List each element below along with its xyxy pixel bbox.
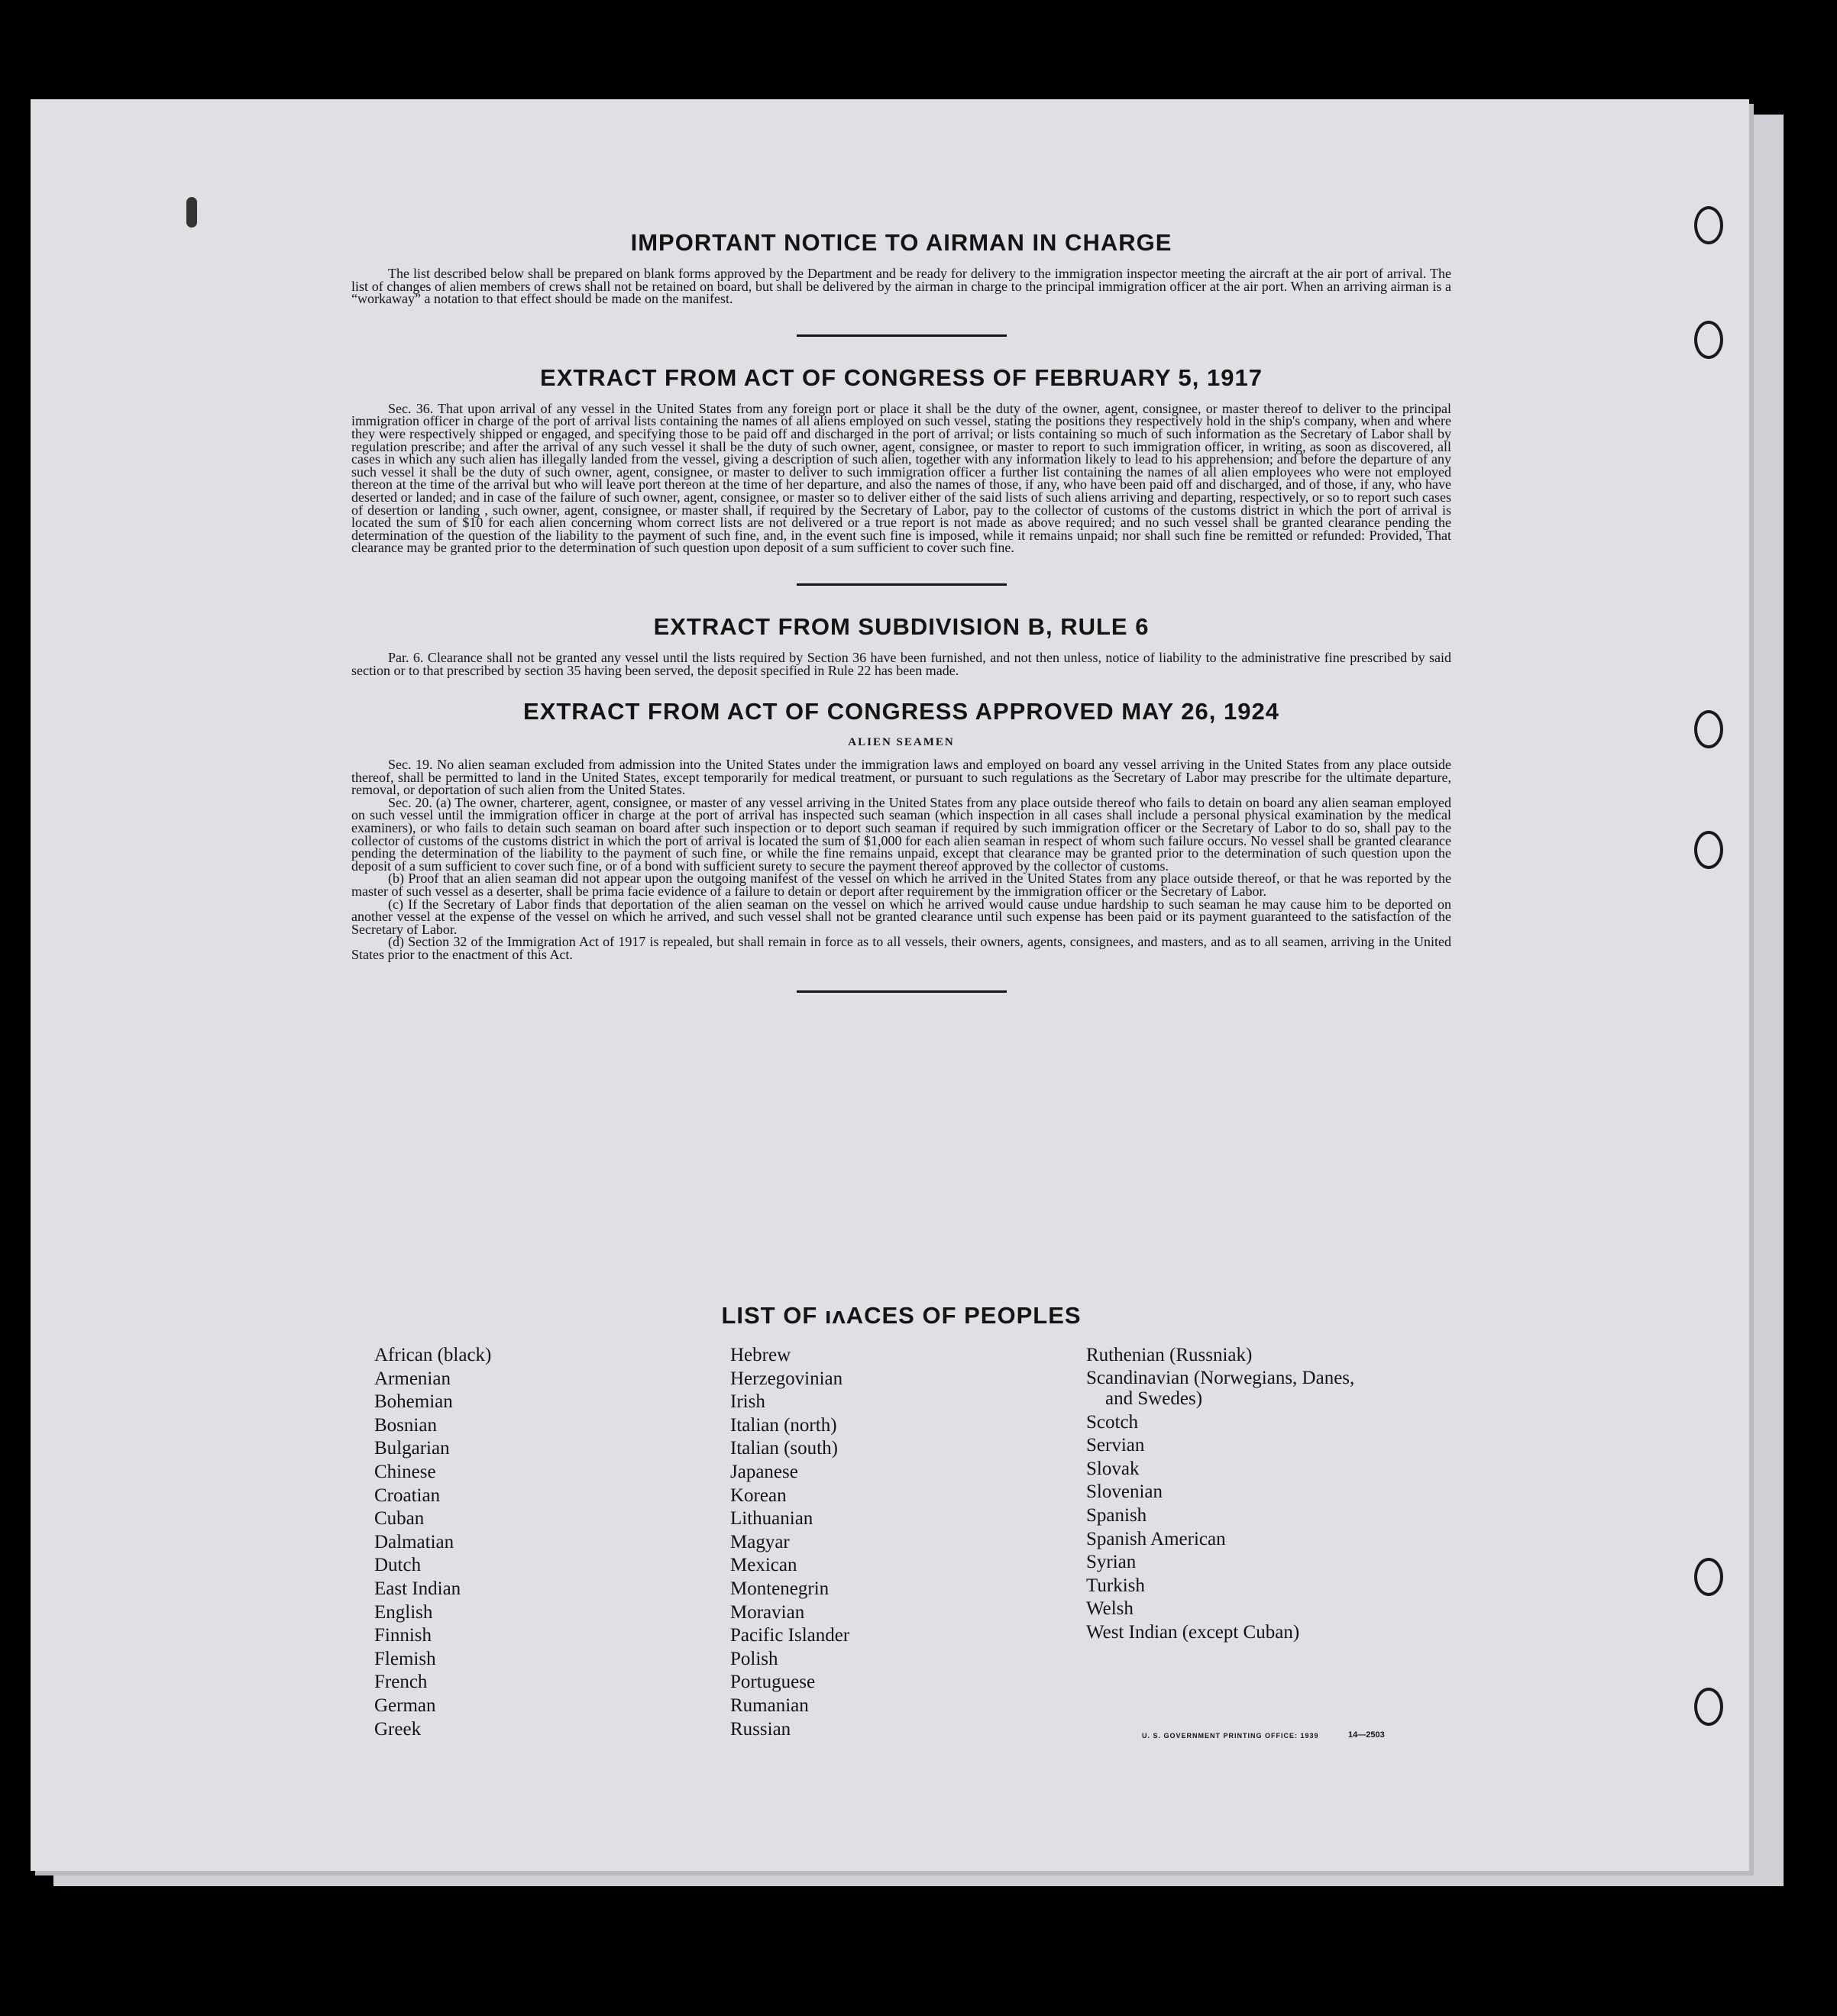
race-item: Armenian — [374, 1368, 451, 1389]
race-item: Servian — [1086, 1435, 1145, 1456]
race-item: Flemish — [374, 1648, 436, 1669]
binder-hole — [1694, 710, 1723, 748]
rule6-title: EXTRACT FROM SUBDIVISION B, RULE 6 — [653, 612, 1150, 640]
printer-imprint: U. S. GOVERNMENT PRINTING OFFICE: 1939 — [1142, 1732, 1319, 1740]
race-item: Korean — [730, 1485, 787, 1506]
race-item: German — [374, 1695, 436, 1716]
races-column — [374, 1344, 730, 1741]
race-item: Lithuanian — [730, 1508, 813, 1530]
act-1917-title: EXTRACT FROM ACT OF CONGRESS OF FEBRUARY 5, 1917 — [540, 363, 1263, 391]
race-item: Chinese — [374, 1461, 436, 1482]
race-item: Italian (south) — [730, 1438, 838, 1459]
race-item: Dalmatian — [374, 1531, 454, 1552]
race-item: Turkish — [1086, 1575, 1145, 1596]
races-list — [374, 1344, 1459, 1741]
race-item: Japanese — [730, 1461, 798, 1482]
rule6-body: Par. 6. Clearance shall not be granted any vessel until the lists required by Section 36 have been furnished, and not then unless, notice of liability to the administrative fine prescribed by said section or to that prescribed by section 35 having been served, the deposit specified in Rule 22 has been made. — [351, 649, 1451, 678]
race-item: Bohemian — [374, 1391, 453, 1413]
race-item: Irish — [730, 1391, 765, 1413]
race-item: French — [374, 1672, 428, 1693]
races-title: LIST OF ıʌACES OF PEOPLES — [721, 1302, 1082, 1329]
act-1924-section — [351, 698, 1451, 961]
race-item: Ruthenian (Russniak) — [1086, 1345, 1253, 1365]
act-1917-body: Sec. 36. That upon arrival of any vessel in the United States from any foreign port or place it shall be the duty of the owner, agent, consignee, or master thereof to deliver to the principal immigration officer in charge of the port of arrival lists containing the names of all aliens employed on such vessel, stating the positions they respectively hold in the ship's company, when and where they were respectively shipped or engaged, and specifying those to be paid off and discharged in the port of arrival; or lists containing so much of such information as the Secretary of Labor shall by regulation prescribe; and after the arrival of any such vessel it shall be the duty of such owner, agent, consignee, or master to report to such immigration officer, in writing, as soon as discovered, all cases in which any such alien has illegally landed from the vessel, giving a description of such alien, together with any information likely to lead to his apprehension; and before the departure of any such vessel it shall be the duty of such owner, agent, consignee, or master to deliver to such immigration officer a further list containing the names of all alien employees who were not employed thereon at the time of the arrival but who will leave port thereon at the time of her departure, and also the names of those, if any, who have been paid off and discharged, and of those, if any, who have deserted or landed; and in case of the failure of such owner, agent, consignee, or master so to deliver either of the said lists of such aliens arriving and departing, respectively, or so to report such cases of desertion or landing , such owner, agent, consignee, or master shall, if required by the Secretary of Labor, pay to the collector of customs of the customs district in which the port of arrival is located the sum of $10 for each alien concerning whom correct lists are not delivered or a true report is not made as above required; and no such vessel shall be granted clearance pending the determination of the question of the liability to the payment of such fine, and, in the event such fine is imposed, while it remains unpaid; nor shall such fine be remitted or refunded: Provided, That clearance may be granted prior to the determination of such question upon deposit of a sum sufficient to cover such fine. — [351, 400, 1451, 556]
race-item: Croatian — [374, 1485, 441, 1506]
section-divider — [797, 583, 1007, 586]
race-item: Spanish — [1086, 1504, 1147, 1526]
notice-body: The list described below shall be prepared on blank forms approved by the Department and be ready for delivery to the immigration inspector meeting the aircraft at the air port of arrival. The list of changes of alien members of crews shall not be retained on board, but shall be delivered by the airman in charge to the principal immigration officer at the air port. When an arriving airman is a “workaway” a notation to that effect should be made on the manifest. — [351, 266, 1451, 307]
race-item: Bulgarian — [374, 1438, 450, 1459]
binder-hole — [1694, 206, 1723, 244]
rule6-section — [351, 613, 1451, 677]
act-1924-paragraph: (c) If the Secretary of Labor finds that deportation of the alien seaman on the vessel on which he arrived would cause undue hardship to such seaman he may cause him to be deported on another vessel at the expense of the vessel on which he arrived, and such vessel shall not be granted clearance until such expense has been paid or its payment guaranteed to the satisfaction of the Secretary of Labor. — [351, 896, 1451, 937]
race-item: Polish — [730, 1648, 778, 1669]
race-item: Dutch — [374, 1555, 422, 1576]
section-divider — [797, 334, 1007, 337]
race-item: Scandinavian (Norwegians, Danes, and Swedes) — [1086, 1367, 1355, 1409]
act-1924-paragraph: Sec. 19. No alien seaman excluded from admission into the United States under the immigration laws and employed on board any vessel arriving in the United States from any place outside thereof, shall be permitted to land in the United States, except temporarily for medical treatment, or pursuant to such regulations as the Secretary of Labor may prescribe for the ultimate departure, removal, or deportation of such alien from the United States. — [351, 757, 1451, 798]
act-1917-section — [351, 364, 1451, 554]
act-1924-paragraph: (b) Proof that an alien seaman did not appear upon the outgoing manifest of the vessel on which he arrived in the United States from any place outside thereof, or that he was reported by the master of such vessel as a deserter, shall be prima facie evidence of a failure to detain or deport after requirement by the immigration officer or the Secretary of Labor. — [351, 871, 1451, 900]
race-item: East Indian — [374, 1578, 461, 1599]
race-item: Portuguese — [730, 1672, 816, 1693]
form-number: 14—2503 — [1348, 1730, 1385, 1740]
act-1924-paragraph: Sec. 20. (a) The owner, charterer, agent, consignee, or master of any vessel arriving in the United States from any place outside thereof who fails to detain on board any alien seaman employed on such vessel until the immigration officer in charge at the port of arrival has inspected such seaman (which inspection in all cases shall include a personal physical examination by the medical examiners), or who fails to detain such seaman on board after such inspection or to deport such seaman if required by such immigration officer or the Secretary of Labor to do so, shall pay to the collector of customs of the customs district in which the port of arrival is located the sum of $1,000 for each alien seaman in respect of whom such failure occurs. No vessel shall be granted clearance pending the determination of the liability to the payment of such fine, or while the fine remains unpaid, except that clearance may be granted prior to the determination of such question upon the deposit of a sum sufficient to cover such fine, or of a bond with sufficient surety to secure the payment thereof approved by the collector of customs. — [351, 794, 1451, 874]
act-1924-subtitle: ALIEN SEAMEN — [848, 736, 955, 749]
race-item: English — [374, 1601, 433, 1623]
race-item: Pacific Islander — [730, 1625, 850, 1646]
race-item: Montenegrin — [730, 1578, 830, 1599]
races-column — [730, 1344, 1086, 1741]
race-item: Welsh — [1086, 1598, 1134, 1620]
race-item: Magyar — [730, 1531, 790, 1552]
binder-hole — [1694, 321, 1723, 359]
notice-section — [351, 229, 1451, 305]
races-section — [351, 1302, 1451, 1340]
race-item: Russian — [730, 1718, 791, 1740]
race-item: Hebrew — [730, 1345, 791, 1365]
ink-mark — [186, 197, 197, 228]
race-item: Moravian — [730, 1601, 805, 1623]
document-body — [351, 229, 1451, 1020]
binder-hole — [1694, 1558, 1723, 1596]
race-item: Slovenian — [1086, 1481, 1163, 1503]
race-item: Bosnian — [374, 1414, 437, 1436]
race-item: Scotch — [1086, 1411, 1139, 1433]
race-item: Finnish — [374, 1625, 432, 1646]
binder-hole — [1694, 1688, 1723, 1726]
section-divider — [797, 990, 1007, 993]
race-item: Cuban — [374, 1508, 425, 1530]
act-1924-title: EXTRACT FROM ACT OF CONGRESS APPROVED MAY 26, 1924 — [523, 698, 1279, 725]
race-item: Mexican — [730, 1555, 797, 1576]
race-item: Herzegovinian — [730, 1368, 843, 1389]
race-item: West Indian (except Cuban) — [1086, 1621, 1300, 1643]
race-item: Syrian — [1086, 1552, 1137, 1573]
race-item: Rumanian — [730, 1695, 809, 1716]
races-column — [1086, 1344, 1453, 1741]
race-item: Spanish American — [1086, 1528, 1226, 1549]
race-item: Greek — [374, 1718, 422, 1740]
race-item: Italian (north) — [730, 1414, 837, 1436]
act-1924-paragraph: (d) Section 32 of the Immigration Act of 1917 is repealed, but shall remain in force as to all vessels, their owners, agents, consignees, and masters, and as to all seamen, arriving in the United States prior to the enactment of this Act. — [351, 934, 1451, 962]
binder-hole — [1694, 831, 1723, 869]
race-item: Slovak — [1086, 1458, 1140, 1479]
race-item: African (black) — [374, 1345, 492, 1365]
notice-title: IMPORTANT NOTICE TO AIRMAN IN CHARGE — [630, 229, 1172, 256]
